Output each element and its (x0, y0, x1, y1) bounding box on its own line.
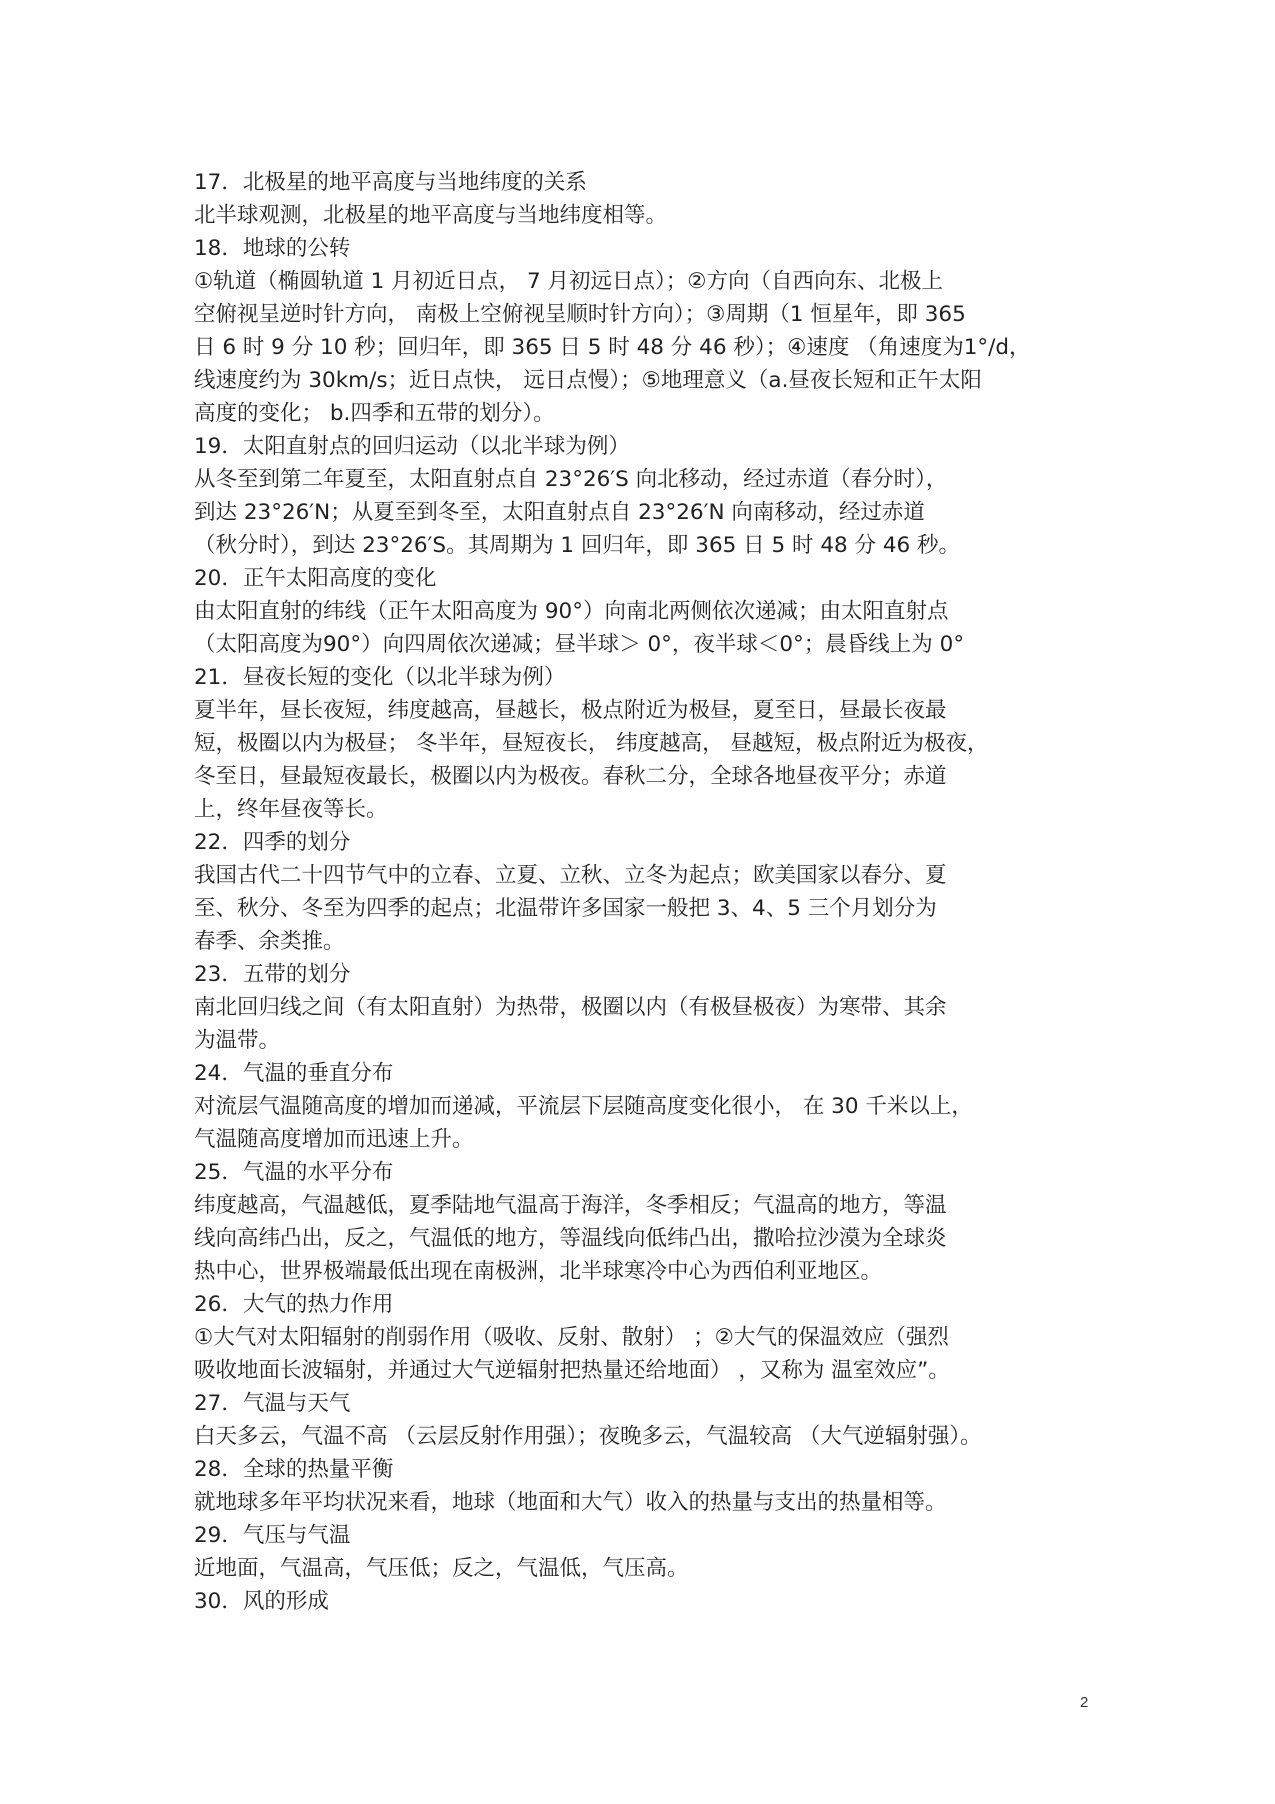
section-heading: 20．正午太阳高度的变化 (194, 566, 437, 591)
section-text-line: 就地球多年平均状况来看，地球（地面和大气）收入的热量与支出的热量相等。 (194, 1490, 947, 1515)
section-heading: 30．风的形成 (194, 1589, 329, 1614)
section-text-line: 冬至日，昼最短夜最长，极圈以内为极夜。春秋二分，全球各地昼夜平分；赤道 (194, 764, 947, 789)
section-text-line: 夏半年，昼长夜短，纬度越高，昼越长，极点附近为极昼，夏至日，昼最长夜最 (194, 698, 947, 723)
section-text-line: 北半球观测，北极星的地平高度与当地纬度相等。 (194, 203, 668, 228)
section (194, 1585, 1114, 1618)
section-text-line: 日 6 时 9 分 10 秒；回归年，即 365 日 5 时 48 分 46 秒）；④速度 （角速度为1°/d， (194, 335, 1031, 360)
page-number: 2 (1080, 1694, 1089, 1711)
section-text-line: 空俯视呈逆时针方向， 南极上空俯视呈顺时针方向）；③周期（1 恒星年，即 365 (194, 302, 966, 327)
section-heading: 18．地球的公转 (194, 236, 351, 261)
section-heading: 26．大气的热力作用 (194, 1292, 394, 1317)
section-heading: 25．气温的水平分布 (194, 1160, 394, 1185)
section-text-line: 线向高纬凸出，反之，气温低的地方，等温线向低纬凸出，撒哈拉沙漠为全球炎 (194, 1226, 947, 1251)
section-text-line: 至、秋分、冬至为四季的起点；北温带许多国家一般把 3、4、5 三个月划分为 (194, 896, 937, 921)
section-heading: 28．全球的热量平衡 (194, 1457, 394, 1482)
section (194, 1288, 1114, 1387)
section-heading: 29．气压与气温 (194, 1523, 351, 1548)
section-text-line: 我国古代二十四节气中的立春、立夏、立秋、立冬为起点；欧美国家以春分、夏 (194, 863, 947, 888)
section-heading: 17．北极星的地平高度与当地纬度的关系 (194, 170, 587, 195)
section-heading: 24．气温的垂直分布 (194, 1061, 394, 1086)
section-text-line: 南北回归线之间（有太阳直射）为热带，极圈以内（有极昼极夜）为寒带、其余 (194, 995, 947, 1020)
section (194, 430, 1114, 562)
section-text-line: 由太阳直射的纬线（正午太阳高度为 90°）向南北两侧依次递减；由太阳直射点 (194, 599, 949, 624)
section-text-line: ①轨道（椭圆轨道 1 月初近日点， 7 月初远日点）；②方向（自西向东、北极上 (194, 269, 943, 294)
section (194, 1156, 1114, 1288)
section-text-line: 春季、余类推。 (194, 929, 345, 954)
section (194, 1519, 1114, 1585)
section (194, 1453, 1114, 1519)
section-text-line: 从冬至到第二年夏至，太阳直射点自 23°26′S 向北移动，经过赤道（春分时）， (194, 467, 948, 492)
section-text-line: 短，极圈以内为极昼； 冬半年，昼短夜长， 纬度越高， 昼越短，极点附近为极夜， (194, 731, 989, 756)
section (194, 661, 1114, 826)
section-text-line: 对流层气温随高度的增加而递减，平流层下层随高度变化很小， 在 30 千米以上， (194, 1094, 973, 1119)
section-text-line: 上，终年昼夜等长。 (194, 797, 388, 822)
section-heading: 21．昼夜长短的变化（以北半球为例） (194, 665, 566, 690)
section (194, 166, 1114, 232)
section (194, 1387, 1114, 1453)
section (194, 826, 1114, 958)
section (194, 232, 1114, 430)
section-text-line: （秋分时），到达 23°26′S。其周期为 1 回归年，即 365 日 5 时 48 分 46 秒。 (194, 533, 961, 558)
section-text-line: 纬度越高，气温越低，夏季陆地气温高于海洋，冬季相反；气温高的地方，等温 (194, 1193, 947, 1218)
section-heading: 19．太阳直射点的回归运动（以北半球为例） (194, 434, 630, 459)
document-body (194, 166, 1114, 1618)
section-text-line: 白天多云，气温不高 （云层反射作用强）；夜晚多云，气温较高 （大气逆辐射强）。 (194, 1424, 982, 1449)
section-text-line: 高度的变化； b.四季和五带的划分）。 (194, 401, 555, 426)
section-text-line: 吸收地面长波辐射，并通过大气逆辐射把热量还给地面） ，又称为 温室效应”。 (194, 1358, 950, 1383)
section-text-line: 到达 23°26′N；从夏至到冬至，太阳直射点自 23°26′N 向南移动，经过赤道 (194, 500, 925, 525)
section (194, 1057, 1114, 1156)
section-heading: 23．五带的划分 (194, 962, 351, 987)
section-heading: 22．四季的划分 (194, 830, 351, 855)
section-text-line: 气温随高度增加而迅速上升。 (194, 1127, 474, 1152)
section (194, 958, 1114, 1057)
section-text-line: 近地面，气温高，气压低；反之，气温低，气压高。 (194, 1556, 689, 1581)
section-text-line: 线速度约为 30km/s；近日点快， 远日点慢）；⑤地理意义（a.昼夜长短和正午太阳 (194, 368, 982, 393)
section-text-line: 为温带。 (194, 1028, 281, 1053)
section-heading: 27．气温与天气 (194, 1391, 351, 1416)
section-text-line: 热中心，世界极端最低出现在南极洲，北半球寒冷中心为西伯利亚地区。 (194, 1259, 883, 1284)
section-text-line: （太阳高度为90°）向四周依次递减；昼半球＞ 0°，夜半球＜0°；晨昏线上为 0° (194, 632, 965, 657)
section-text-line: ①大气对太阳辐射的削弱作用（吸收、反射、散射） ；②大气的保温效应（强烈 (194, 1325, 949, 1350)
section (194, 562, 1114, 661)
